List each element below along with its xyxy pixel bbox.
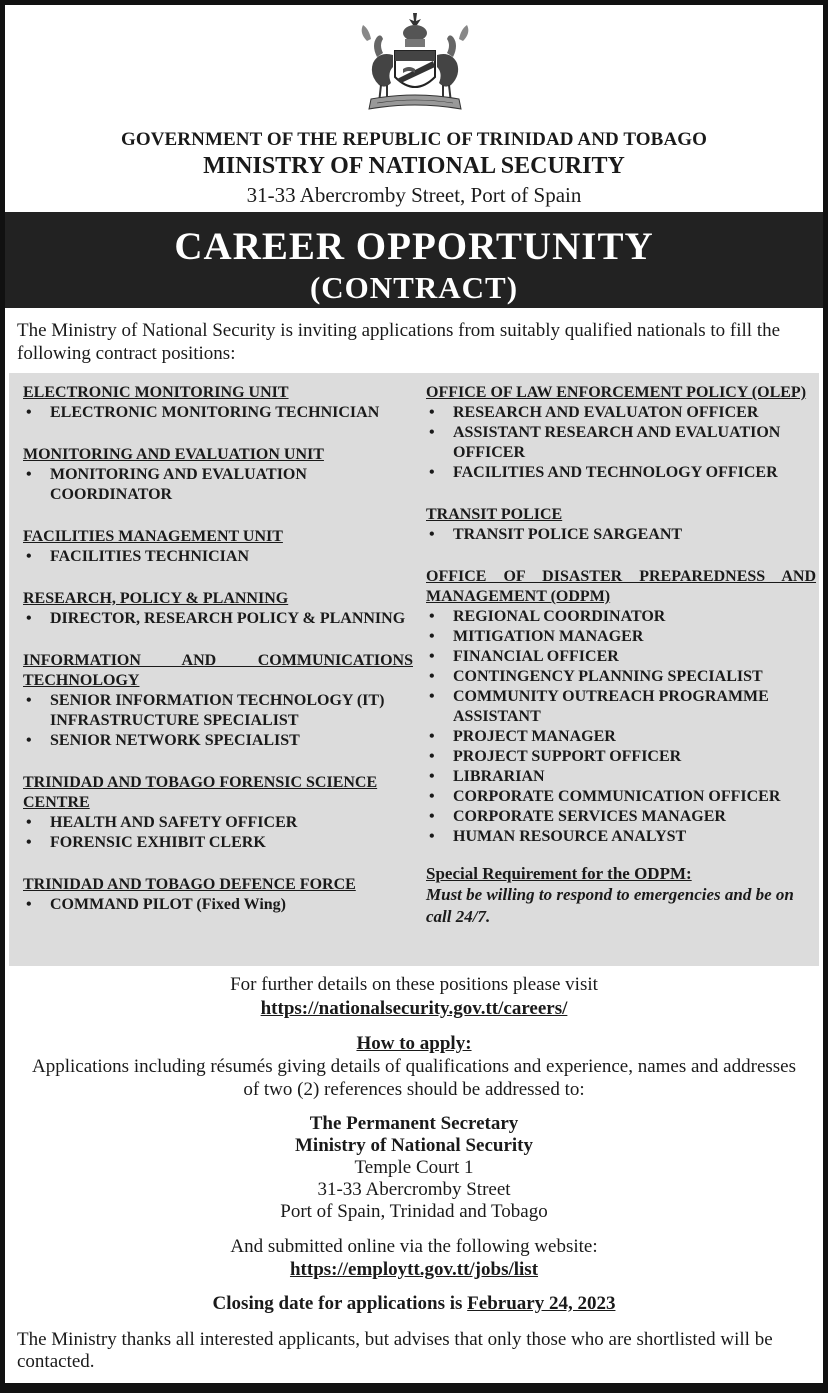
list-item: • MITIGATION MANAGER: [426, 627, 816, 647]
recipient-title: The Permanent Secretary: [309, 1113, 519, 1134]
positions-right-column: [426, 383, 816, 928]
section-title: TRINIDAD AND TOBAGO FORENSIC SCIENCE CENTRE: [23, 774, 378, 811]
list-item: • ASSISTANT RESEARCH AND EVALUATION OFFICER: [426, 423, 816, 463]
section-title: OFFICE OF DISASTER PREPAREDNESS AND MANAGEMENT (ODPM): [426, 568, 816, 605]
intro-paragraph: The Ministry of National Security is inviting applications from suitably qualified nationals to fill the following contract positions:: [17, 320, 781, 364]
list-item: • LIBRARIAN: [426, 767, 816, 787]
special-requirement-body: Must be willing to respond to emergencies and be on call 24/7.: [426, 885, 794, 926]
list-item: • SENIOR NETWORK SPECIALIST: [23, 731, 413, 751]
recipient-address-line: Port of Spain, Trinidad and Tobago: [280, 1201, 548, 1222]
ministry-address: 31-33 Abercromby Street, Port of Spain: [246, 183, 582, 207]
section-ict: [23, 651, 413, 751]
section-forensic-science: [23, 773, 413, 853]
employtt-link[interactable]: https://employtt.gov.tt/jobs/list: [289, 1259, 539, 1280]
thanks-note: The Ministry thanks all interested applicants, but advises that only those who are shortlisted will be contacted.: [17, 1329, 773, 1372]
positions-left-column: [23, 383, 413, 915]
closing-date-line: [5, 1293, 823, 1315]
list-item: • CORPORATE COMMUNICATION OFFICER: [426, 787, 816, 807]
list-item: • PROJECT MANAGER: [426, 727, 816, 747]
section-title: MONITORING AND EVALUATION UNIT: [23, 446, 324, 463]
list-item: • DIRECTOR, RESEARCH POLICY & PLANNING: [23, 609, 413, 629]
list-item: • TRANSIT POLICE SARGEANT: [426, 525, 816, 545]
special-requirement: [426, 863, 816, 928]
recipient-address-line: Temple Court 1: [354, 1157, 474, 1178]
special-requirement-title: Special Requirement for the ODPM:: [426, 864, 692, 883]
list-item: • HUMAN RESOURCE ANALYST: [426, 827, 816, 847]
apply-instructions: Applications including résumés giving details of qualifications and experience, names and addresses of two (2) references should be addressed to:: [31, 1056, 796, 1100]
list-item: • ELECTRONIC MONITORING TECHNICIAN: [23, 403, 413, 423]
closing-date-label: Closing date for applications is: [212, 1293, 463, 1314]
section-research-policy: [23, 589, 413, 629]
list-item: • FORENSIC EXHIBIT CLERK: [23, 833, 413, 853]
list-item: • RESEARCH AND EVALUATON OFFICER: [426, 403, 816, 423]
section-olep: [426, 383, 816, 483]
section-title: ELECTRONIC MONITORING UNIT: [23, 384, 289, 401]
positions-panel: [9, 373, 819, 966]
title-banner: [5, 212, 823, 308]
online-submission-text: And submitted online via the following website:: [230, 1236, 598, 1257]
banner-title: CAREER OPPORTUNITY: [174, 225, 654, 268]
section-title: INFORMATION AND COMMUNICATIONS TECHNOLOGY: [23, 652, 413, 689]
list-item: • CONTINGENCY PLANNING SPECIALIST: [426, 667, 816, 687]
section-title: FACILITIES MANAGEMENT UNIT: [23, 528, 283, 545]
section-odpm: [426, 567, 816, 847]
closing-date: February 24, 2023: [467, 1293, 616, 1314]
banner-subtitle: (CONTRACT): [309, 270, 519, 305]
recipient-address-line: 31-33 Abercromby Street: [317, 1179, 511, 1200]
advertisement-page: [5, 5, 823, 1383]
section-title: TRINIDAD AND TOBAGO DEFENCE FORCE: [23, 876, 356, 893]
how-to-apply-title: How to apply:: [356, 1033, 472, 1054]
list-item: • COMMUNITY OUTREACH PROGRAMME ASSISTANT: [426, 687, 816, 727]
section-electronic-monitoring: [23, 383, 413, 423]
list-item: • FINANCIAL OFFICER: [426, 647, 816, 667]
section-title: RESEARCH, POLICY & PLANNING: [23, 590, 289, 607]
header: [5, 5, 823, 210]
section-title: TRANSIT POLICE: [426, 506, 563, 523]
list-item: • PROJECT SUPPORT OFFICER: [426, 747, 816, 767]
section-transit-police: [426, 505, 816, 545]
section-facilities-management: [23, 527, 413, 567]
government-heading: GOVERNMENT OF THE REPUBLIC OF TRINIDAD AND TOBAGO: [120, 129, 708, 150]
list-item: • FACILITIES AND TECHNOLOGY OFFICER: [426, 463, 816, 483]
list-item: • FACILITIES TECHNICIAN: [23, 547, 413, 567]
list-item: • HEALTH AND SAFETY OFFICER: [23, 813, 413, 833]
recipient-ministry: Ministry of National Security: [294, 1135, 533, 1156]
details-text: For further details on these positions please visit: [230, 974, 598, 995]
list-item: • CORPORATE SERVICES MANAGER: [426, 807, 816, 827]
list-item: • COMMAND PILOT (Fixed Wing): [23, 895, 413, 915]
list-item: • REGIONAL COORDINATOR: [426, 607, 816, 627]
section-monitoring-evaluation: [23, 445, 413, 505]
list-item: • SENIOR INFORMATION TECHNOLOGY (IT) INFRASTRUCTURE SPECIALIST: [23, 691, 413, 731]
careers-link[interactable]: https://nationalsecurity.gov.tt/careers/: [260, 998, 568, 1019]
section-defence-force: [23, 875, 413, 915]
section-title: OFFICE OF LAW ENFORCEMENT POLICY (OLEP): [426, 384, 807, 401]
list-item: • MONITORING AND EVALUATION COORDINATOR: [23, 465, 413, 505]
ministry-heading: MINISTRY OF NATIONAL SECURITY: [203, 153, 625, 179]
coat-of-arms-icon: [357, 11, 473, 117]
